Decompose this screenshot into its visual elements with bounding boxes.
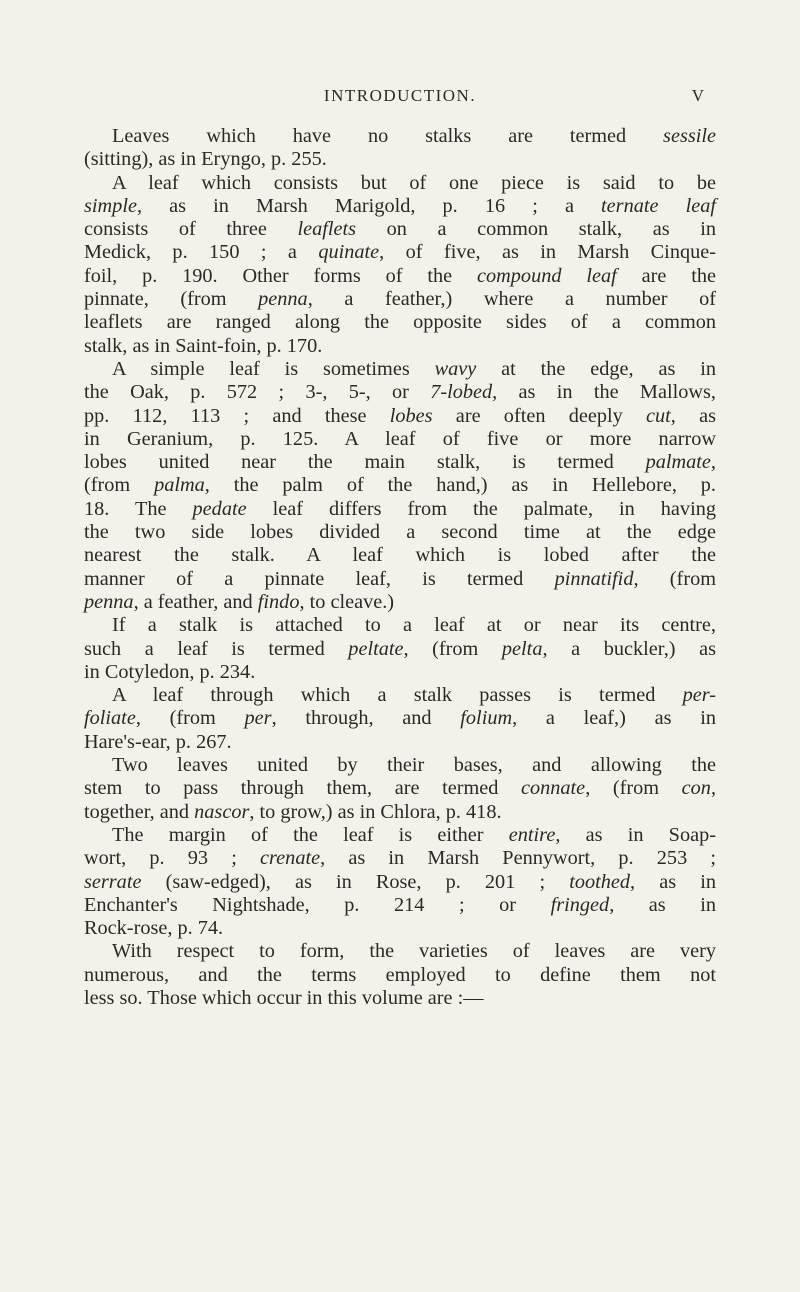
italic-term: serrate [84,870,142,893]
italic-term: lobes [389,404,433,427]
text-run: such a leaf is termed [84,637,349,660]
text-run: , through, and [271,707,461,730]
text-run: , a buckler,) as [542,637,716,660]
text-line [84,521,716,544]
running-title: INTRODUCTION. [323,86,477,105]
text-run: leaflets are ranged along the opposite sides of a common [84,311,716,334]
text-line [84,940,716,963]
text-run: , to cleave.) [299,590,395,613]
text-line [84,871,716,894]
text-line [84,638,716,661]
italic-term: wavy [434,357,477,380]
text-run: If a stalk is attached to a leaf at or near its centre, [112,614,716,637]
text-run: , to grow,) as in Chlora, p. 418. [249,800,502,823]
italic-term: pedate [192,497,247,520]
text-run: , (from [585,777,682,800]
text-run: , a leaf,) as in [512,707,716,730]
text-run: , (from [633,567,716,590]
text-run: , as in the Mallows, [492,381,716,404]
body-text [84,125,716,1010]
text-run: , of five, as in Marsh Cinque- [379,241,716,264]
text-line [84,754,716,777]
text-run: A leaf through which a stalk passes is termed [112,684,683,707]
text-line [84,125,716,148]
text-line [84,847,716,870]
text-run: , a feather,) where a number of [307,288,716,311]
text-line [84,801,716,824]
text-run: Enchanter's Nightshade, p. 214 ; or [84,893,551,916]
text-run: With respect to form, the varieties of leaves are very [112,940,716,963]
text-run: in Cotyledon, p. 234. [84,660,256,683]
text-line [84,288,716,311]
italic-term: entire [508,823,556,846]
text-line [84,568,716,591]
text-run: wort, p. 93 ; [84,847,261,870]
text-run: , as in [630,870,716,893]
text-line [84,474,716,497]
text-line [84,964,716,987]
text-run: , as [670,404,716,427]
text-run: are the [616,264,716,287]
text-run: , (from [403,637,502,660]
text-run: numerous, and the terms employed to define them not [84,963,716,986]
text-run: , as in Soap- [555,823,716,846]
italic-term: foliate [84,707,136,730]
text-line [84,614,716,637]
text-run: , as in Marsh Pennywort, p. 253 ; [320,847,717,870]
text-run: less so. Those which occur in this volume are :— [84,986,484,1009]
text-run: , as in [609,893,717,916]
text-line [84,498,716,521]
text-line [84,195,716,218]
italic-term: crenate [260,847,321,870]
text-run: A simple leaf is sometimes [112,357,435,380]
italic-term: palma [154,474,205,497]
text-run: the Oak, p. 572 ; 3-, 5-, or [84,381,431,404]
text-run: Leaves which have no stalks are termed [112,125,664,147]
italic-term: toothed [569,870,631,893]
text-run: foil, p. 190. Other forms of the [84,264,477,287]
text-line [84,381,716,404]
italic-term: per [244,707,272,730]
text-line [84,218,716,241]
text-run: Hare's-ear, p. 267. [84,730,232,753]
text-run: are often deeply [432,404,647,427]
italic-term: quinate [318,241,380,264]
italic-term: 7-lobed [430,381,493,404]
text-run: manner of a pinnate leaf, is termed [84,567,555,590]
text-line [84,172,716,195]
text-run: , [710,777,717,800]
text-run: leaf differs from the palmate, in having [246,497,716,520]
text-line [84,544,716,567]
text-line [84,731,716,754]
italic-term: leaflets [297,218,357,241]
text-run: 18. The [84,497,193,520]
text-run: A leaf which consists but of one piece is said to be [112,171,716,194]
text-line [84,661,716,684]
text-line [84,987,716,1010]
text-line [84,451,716,474]
italic-term: findo [257,590,300,613]
text-run: , a feather, and [133,590,258,613]
text-line [84,707,716,730]
text-line [84,241,716,264]
text-run: , [710,451,716,474]
italic-term: pinnatifid [554,567,634,590]
text-run: (saw-edged), as in Rose, p. 201 ; [141,870,570,893]
text-line [84,894,716,917]
text-line [84,358,716,381]
text-run: in Geranium, p. 125. A leaf of five or more narrow [84,427,716,450]
text-line [84,311,716,334]
text-run: pinnate, (from [84,288,259,311]
text-run: Rock-rose, p. 74. [84,917,224,940]
text-line [84,428,716,451]
text-run: stem to pass through them, are termed [84,777,521,800]
text-line [84,777,716,800]
text-run: , the palm of the hand,) as in Hellebore, p. [204,474,716,497]
page-header [0,86,800,112]
text-run: stalk, as in Saint-foin, p. 170. [84,334,323,357]
text-run: on a common stalk, as in [356,218,716,241]
text-run: pp. 112, 113 ; and these [84,404,390,427]
text-line [84,824,716,847]
italic-term: pelta [501,637,543,660]
text-run: the two side lobes divided a second time at the edge [84,521,716,544]
italic-term: sessile [663,125,716,147]
text-run: Medick, p. 150 ; a [84,241,319,264]
text-run: (sitting), as in Eryngo, p. 255. [84,148,327,171]
text-line [84,684,716,707]
text-run: (from [84,474,155,497]
text-run: Two leaves united by their bases, and allowing the [112,754,716,777]
text-line [84,591,716,614]
italic-term: fringed [550,893,610,916]
text-line [84,148,716,171]
italic-term: con [681,777,711,800]
italic-term: compound leaf [477,264,617,287]
italic-term: penna [258,288,308,311]
italic-term: ternate leaf [601,194,716,217]
text-run: lobes united near the main stalk, is termed [84,451,646,474]
text-line [84,405,716,428]
text-line [84,335,716,358]
text-line [84,917,716,940]
text-run: consists of three [84,218,298,241]
text-run: at the edge, as in [476,357,716,380]
page-number: V [691,86,704,105]
text-run: nearest the stalk. A leaf which is lobed after the [84,544,716,567]
italic-term: penna [84,590,134,613]
text-run: , (from [135,707,245,730]
italic-term: palmate [645,451,711,474]
italic-term: cut [646,404,671,427]
italic-term: per- [682,684,716,707]
italic-term: connate [520,777,586,800]
text-run: together, and [84,800,195,823]
text-line [84,265,716,288]
italic-term: folium [460,707,513,730]
italic-term: simple [84,194,137,217]
italic-term: nascor [194,800,250,823]
text-run: The margin of the leaf is either [112,823,509,846]
text-run: , as in Marsh Marigold, p. 16 ; a [136,194,602,217]
italic-term: peltate [348,637,404,660]
